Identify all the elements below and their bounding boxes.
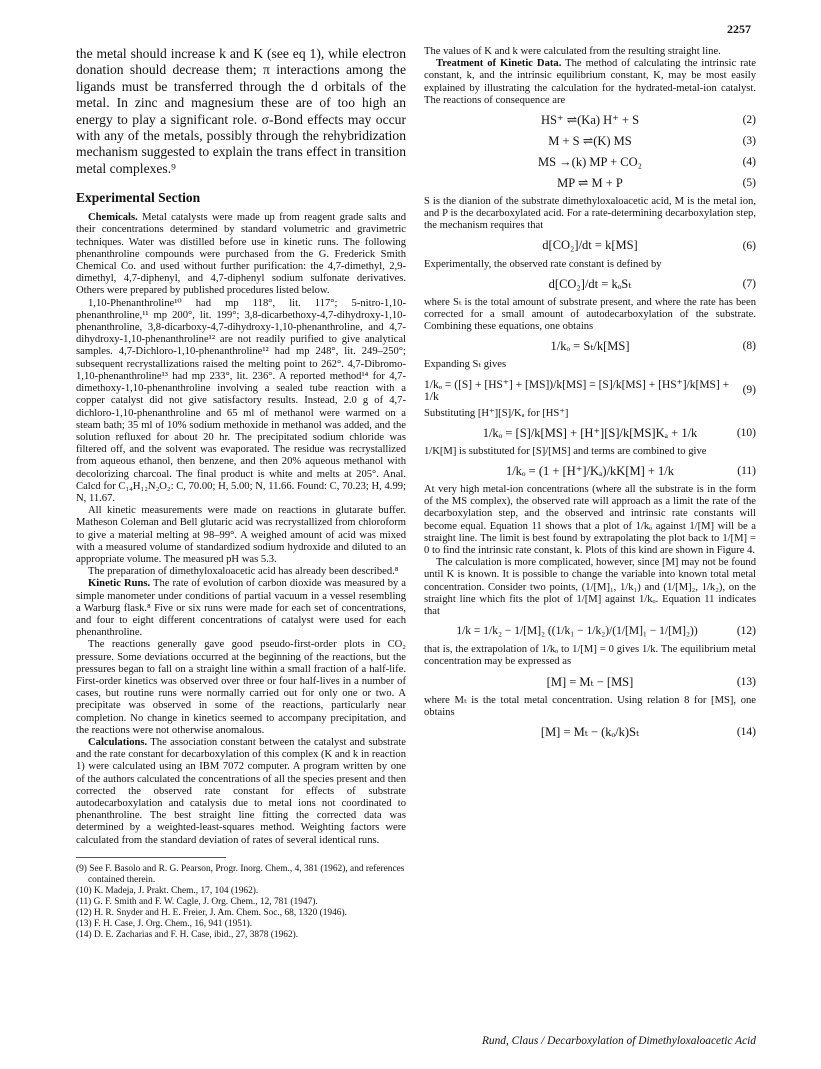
equation-2 [424, 112, 756, 128]
equation-3 [424, 133, 756, 149]
references-rule [76, 857, 226, 864]
right-paragraph-2: S is the dianion of the substrate dimethyloxaloacetic acid, M is the metal ion, and P is the decarboxylated acid. For a rate-determining decarboxylation step, the mechanism requires that [424, 196, 756, 232]
kinetic-paragraph [76, 578, 406, 639]
equation-11 [424, 463, 756, 479]
right-paragraph-11: where Mₜ is the total metal concentration. Using relation 8 for [MS], one obtains [424, 694, 756, 718]
references [76, 857, 406, 941]
equation-14-body: [M] = Mₜ − (kₒ/k)Sₜ [540, 725, 640, 740]
equation-14-number: (14) [736, 726, 756, 739]
equation-7-number: (7) [742, 277, 756, 290]
section-title: Experimental Section [76, 190, 201, 206]
reference-13: (13) F. H. Case, J. Org. Chem., 16, 941 (1951). [76, 918, 253, 929]
equation-6 [424, 238, 756, 254]
equation-4-body: MS →(k) MP + CO₂ [537, 154, 643, 169]
equation-11-body: 1/kₒ = (1 + [H⁺]/Kₐ)/kK[M] + 1/k [505, 464, 675, 479]
running-footer: Rund, Claus / Decarboxylation of Dimethyloxaloacetic Acid [481, 1035, 756, 1047]
right-paragraph-10: that is, the extrapolation of 1/kₒ to 1/[M] = 0 gives 1/k. The equilibrium metal concentration may be expressed as [424, 644, 756, 668]
chemicals-paragraph-2: 1,10-Phenanthroline¹⁰ had mp 118°, lit. 117°; 5-nitro-1,10-phenanthroline,¹¹ mp 200°, lit. 199°; 3,8-dicarbethoxy-4,7-dihydroxy-1,10-phenanthroline, 3,8-dicarboxy-4,7-dihydroxy-1,10-phenanthroline, and 4,7-dihydroxy-1,10-phenanthroline¹² are not readily purified to give analytical samples. 4,7-Dichloro-1,10-phenanthroline¹² had mp 248°, lit. 249–250°; subsequent recrystallizations raised the melting point to 262°. 4,7-Dibromo-1,10-phenanthroline¹³ had mp 233°, lit. 236°. A reported method¹⁴ for 4,7-dimethoxy-1,10-phenanthroline involving a sealed tube reaction with a copper catalyst did not give satisfactory results. Instead, 2.0 g of 4,7-dichloro-1,10-phenanthroline and 65 ml of methanol were warmed on a steam bath; 35 ml of 10% sodium methoxide in methanol was added, and the solution refluxed for about 20 hr. The precipitated sodium chloride was filtered off, and the solvent was evaporated. The residue was recrystallized from aqueous ethanol, then benzene, and then 20% aqueous methanol with decolorizing charcoal. The final product is white and melts at 205°. Anal. Calcd for C₁₄H₁₂N₂O₂: C, 70.00; H, 5.00; N, 11.66. Found: C, 70.23; H, 4.99; N, 11.67. [76, 297, 406, 504]
equation-4 [424, 154, 756, 170]
equation-8-number: (8) [742, 340, 756, 353]
equation-11-number: (11) [737, 465, 756, 478]
equation-12-number: (12) [736, 625, 756, 638]
equation-3-number: (3) [742, 135, 756, 148]
equation-12 [424, 623, 756, 639]
reference-11: (11) G. F. Smith and F. W. Cagle, J. Org. Chem., 12, 781 (1947). [76, 896, 318, 907]
equation-3-body: M + S ⇌(K) MS [548, 134, 632, 149]
equation-12-body: 1/k = 1/k₂ − 1/[M]₂ ((1/k₁ − 1/k₂)/(1/[M]₁ − 1/[M]₂)) [456, 625, 698, 638]
equation-10-body: 1/kₒ = [S]/k[MS] + [H⁺][S]/k[MS]Kₐ + 1/k [482, 425, 698, 440]
chemicals-paragraph-4: The preparation of dimethyloxaloacetic acid has already been described.⁸ [88, 566, 399, 578]
right-column [424, 46, 756, 745]
equation-6-number: (6) [742, 239, 756, 252]
calculations-text: The association constant between the catalyst and substrate and the rate constant for decarboxylation of this complex (K and k in reaction 1) were calculated using an IBM 7072 computer. A program written by one of the authors calculated the concentrations of all the species present and then corrected the observed rate constant for effects of substrate autodecarboxylation and catalysis due to metal ions not coordinated to phenanthroline. The best straight line fitting the corrected data was determined by a weighted-least-squares method. Weighting factors were calculated from the standard deviation of rates of several identical runs. [76, 736, 406, 846]
kinetic-paragraph-2: The reactions generally gave good pseudo-first-order plots in CO₂ pressure. Some deviations occurred at the beginning of the reactions, but the pressures began to fall on a straight line within a small fraction of a half-life. First-order kinetics was observed over three or four half-lives in a number of cases, but routine runs were normally carried out for only one or two. A precipitate was observed in some of the reactions, particularly near completion. No change in kinetics seemed to accompany precipitation, and the reactions were not otherwise anomalous. [76, 639, 406, 736]
equation-2-body: HS⁺ ⇌(Ka) H⁺ + S [540, 113, 640, 128]
equation-8 [424, 338, 756, 354]
chemicals-paragraph [76, 212, 406, 297]
equation-6-body: d[CO₂]/dt = k[MS] [542, 238, 638, 253]
equation-2-number: (2) [742, 114, 756, 127]
calculations-paragraph [76, 737, 406, 847]
right-paragraph-9: The calculation is more complicated, however, since [M] may not be found until K is known. It is possible to change the variable into known total metal concentration. Consider two points, (1/[M]₁, 1/k₁) and (1/[M]₂, 1/k₂), on the straight line which fits the plot of 1/[M] against 1/kₒ. Equation 11 indicates that [424, 557, 756, 618]
right-paragraph-3: Experimentally, the observed rate constant is defined by [424, 258, 662, 270]
left-column [76, 46, 406, 941]
equation-8-body: 1/kₒ = Sₜ/k[MS] [550, 339, 630, 354]
right-paragraph-4: where Sₜ is the total amount of substrate present, and where the rate has been corrected for a small amount of autodecarboxylation of the substrate. Combining these equations, one obtains [424, 296, 756, 333]
equation-10-number: (10) [736, 426, 756, 439]
kinetic-heading: Kinetic Runs. [88, 578, 151, 590]
equation-5-body: MP ⇌ M + P [557, 176, 623, 191]
kinetic-text: The rate of evolution of carbon dioxide was measured by a simple manometer under conditions of partial vacuum in a vessel resembling a Warburg flask.⁸ Five or six runs were made for each set of concentrations, and four to eight different concentrations of catalyst were used for each phenanthroline. [76, 578, 406, 639]
equation-7 [424, 276, 756, 292]
chemicals-paragraph-3: All kinetic measurements were made on reactions in glutarate buffer. Matheson Coleman and Bell glutaric acid was recrystallized from chloroform to give a material melting at 98–99°. A weighed amount of acid was mixed with a measured volume of standardized sodium hydroxide and diluted to an appropriate volume. The measured pH was 5.3. [76, 505, 406, 565]
right-paragraph-5: Expanding Sₜ gives [424, 359, 507, 371]
intro-paragraph: the metal should increase k and K (see eq 1), while electron donation should decrease them; π interactions among the ligands must be transferred through the d orbitals of the metal. In zinc and magnesium these are of too high an energy to play a significant role. σ-Bond effects may occur with any of the metals, possibly through the rehybridization mechanism suggested to explain the trans effect in transition metal complexes.⁹ [76, 46, 406, 176]
treatment-paragraph [424, 58, 756, 107]
equation-9-number: (9) [742, 383, 756, 396]
right-paragraph-8: At very high metal-ion concentrations (where all the substrate is in the form of the MS complex), the observed rate will approach as a limit the rate of the decarboxylation step, and the observed and intrinsic rate constants will become equal. Equation 11 shows that a plot of 1/kₒ against 1/[M] will be a straight line. The limit is best found by extrapolating the plot back to 1/[M] = 0 to find the intrinsic rate constant, k. Plots of this kind are shown in Figure 4. [424, 484, 756, 557]
reference-9: (9) See F. Basolo and R. G. Pearson, Progr. Inorg. Chem., 4, 381 (1962), and references contained therein. [76, 863, 405, 885]
equation-7-body: d[CO₂]/dt = kₒSₜ [548, 276, 632, 291]
chemicals-heading: Chemicals. [88, 212, 138, 224]
right-paragraph-7: 1/K[M] is substituted for [S]/[MS] and terms are combined to give [424, 445, 707, 457]
reference-14: (14) D. E. Zacharias and F. H. Case, ibid., 27, 3878 (1962). [76, 929, 299, 940]
equation-4-number: (4) [742, 156, 756, 169]
reference-12: (12) H. R. Snyder and H. E. Freier, J. Am. Chem. Soc., 68, 1320 (1946). [76, 907, 347, 918]
equation-10 [424, 425, 756, 441]
equation-13 [424, 674, 756, 690]
treatment-heading: Treatment of Kinetic Data. [436, 58, 562, 70]
equation-9-body: 1/kₒ = ([S] + [HS⁺] + [MS])/k[MS] = [S]/k[MS] + [HS⁺]/k[MS] + 1/k [424, 378, 730, 403]
equation-5 [424, 175, 756, 191]
equation-9 [424, 377, 756, 403]
equation-14 [424, 724, 756, 740]
chemicals-text: Metal catalysts were made up from reagent grade salts and their concentrations determined by standard volumetric and gravimetric techniques. Water was distilled before use in kinetic runs. The following phenanthroline compounds were purchased from the G. Frederick Smith Chemical Co. and used without further purification: the 4,7-dimethyl, 2,9-dimethyl, 4,7-diphenyl, and 4,7-diphenyl sodium sulfonate derivatives. Others were prepared by published procedures listed below. [76, 212, 406, 297]
equation-5-number: (5) [742, 177, 756, 190]
equation-13-number: (13) [736, 675, 756, 688]
reference-10: (10) K. Madeja, J. Prakt. Chem., 17, 104 (1962). [76, 885, 259, 896]
right-paragraph-6: Substituting [H⁺][S]/Kₐ for [HS⁺] [424, 407, 569, 419]
right-paragraph-1: The values of K and k were calculated from the resulting straight line. [424, 46, 721, 57]
calculations-heading: Calculations. [88, 736, 148, 748]
equation-13-body: [M] = Mₜ − [MS] [546, 674, 634, 689]
treatment-text: The method of calculating the intrinsic rate constant, k, and the intrinsic equilibrium constant, K, may be most easily explained by illustrating the calculation for the hydrated-metal-ion catalyst. The reactions of consequence are [424, 58, 756, 106]
page-number: 2257 [727, 22, 751, 36]
